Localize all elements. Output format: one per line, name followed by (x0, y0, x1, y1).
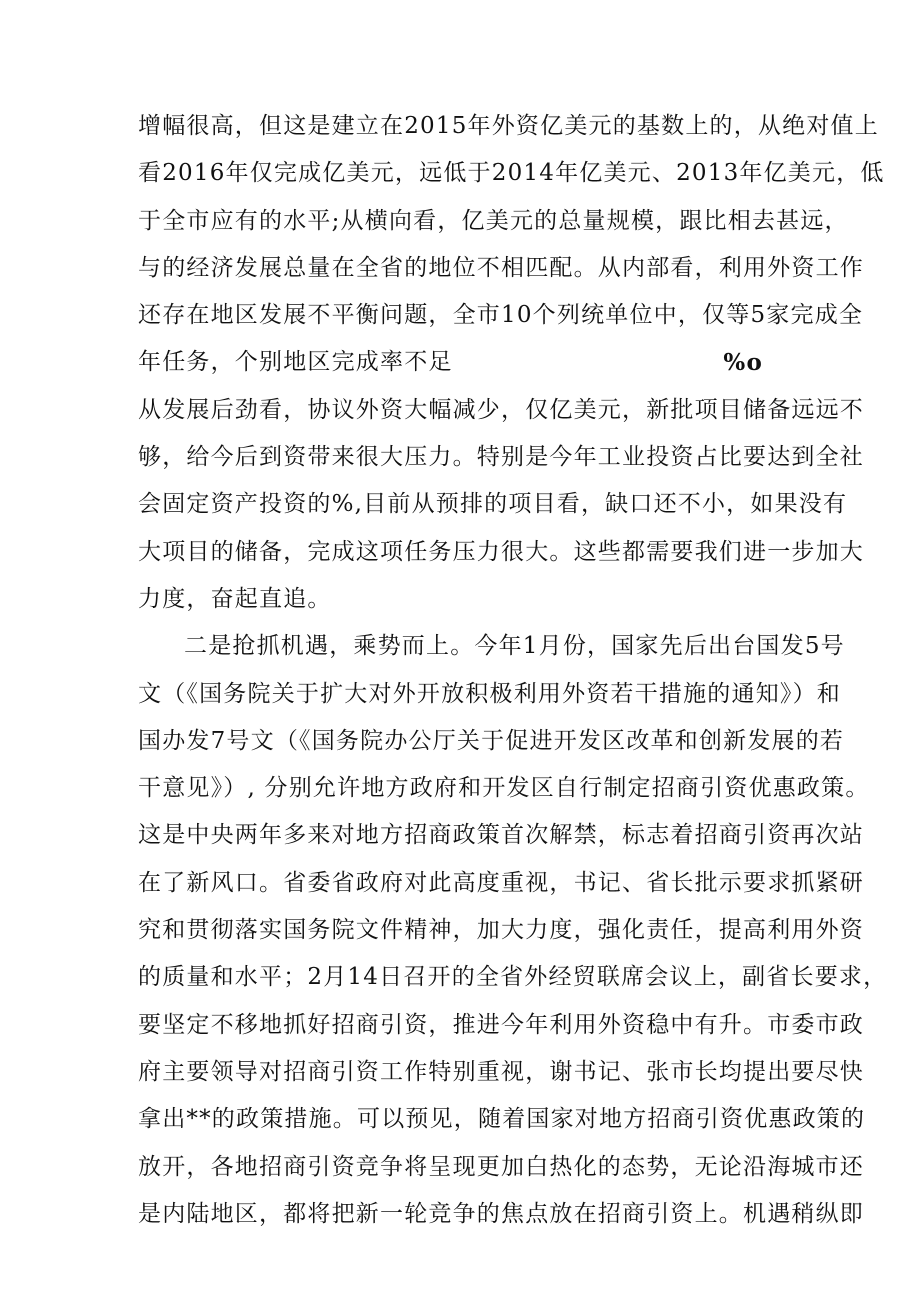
text-line: 力度，奋起直追。 (138, 585, 332, 612)
text-line: 干意见》）, 分别允许地方政府和开发区自行制定招商引资优惠政策。 (138, 775, 870, 802)
paragraph-first-line: 二是抢抓机遇，乘势而上。今年1月份，国家先后出台国发5号 (184, 633, 845, 660)
split-line-left: 年任务，个别地区完成率不足 (138, 349, 453, 376)
text-line: 这是中央两年多来对地方招商政策首次解禁，标志着招商引资再次站 (138, 822, 864, 849)
text-line: 于全市应有的水平;从横向看，亿美元的总量规模，跟比相去甚远， (138, 207, 849, 234)
split-line-right: %o (723, 349, 763, 377)
text-line: 要坚定不移地抓好招商引资，推进今年利用外资稳中有升。市委市政 (138, 1011, 864, 1038)
text-line: 拿出**的政策措施。可以预见，随着国家对地方招商引资优惠政策的 (138, 1106, 866, 1133)
text-line: 是内陆地区，都将把新一轮竞争的焦点放在招商引资上。机遇稍纵即 (138, 1200, 864, 1227)
text-line: 从发展后劲看，协议外资大幅减少，仅亿美元，新批项目储备远远不 (138, 396, 864, 423)
text-line: 文（《国务院关于扩大对外开放积极利用外资若干措施的通知》）和 (138, 680, 841, 707)
text-line: 会固定资产投资的%,目前从预排的项目看，缺口还不小，如果没有 (138, 491, 848, 518)
document-body (138, 103, 888, 1238)
text-line: 放开，各地招商引资竞争将呈现更加白热化的态势，无论沿海城市还 (138, 1153, 864, 1180)
text-line: 在了新风口。省委省政府对此高度重视，书记、省长批示要求抓紧研 (138, 869, 864, 896)
text-line: 府主要领导对招商引资工作特别重视，谢书记、张市长均提出要尽快 (138, 1058, 864, 1085)
text-line: 看2016年仅完成亿美元，远低于2014年亿美元、2013年亿美元，低 (138, 160, 885, 187)
text-line: 够，给今后到资带来很大压力。特别是今年工业投资占比要达到全社 (138, 444, 864, 471)
text-line: 与的经济发展总量在全省的地位不相匹配。从内部看，利用外资工作 (138, 254, 864, 281)
text-line: 的质量和水平；2月14日召开的全省外经贸联席会议上，副省长要求， (138, 964, 888, 991)
text-line: 还存在地区发展不平衡问题，全市10个列统单位中，仅等5家完成全 (138, 302, 864, 329)
text-line: 国办发7号文（《国务院办公厅关于促进开发区改革和创新发展的若 (138, 727, 845, 754)
text-line-split (138, 339, 793, 386)
text-line: 究和贯彻落实国务院文件精神，加大力度，强化责任，提高利用外资 (138, 917, 864, 944)
text-line: 大项目的储备，完成这项任务压力很大。这些都需要我们进一步加大 (138, 538, 864, 565)
text-line: 增幅很高，但这是建立在2015年外资亿美元的基数上的，从绝对值上 (138, 113, 879, 139)
